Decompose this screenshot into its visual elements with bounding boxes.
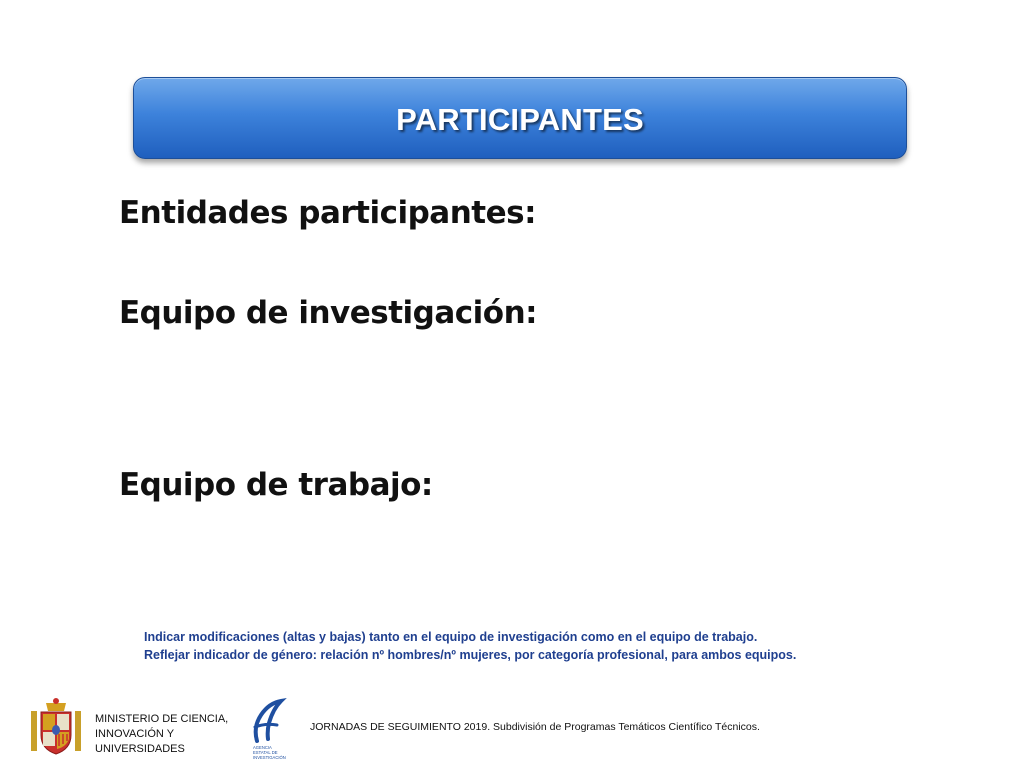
note-line-1: Indicar modificaciones (altas y bajas) tanto en el equipo de investigación como en el equipo de trabajo. (144, 630, 758, 644)
ministry-name: MINISTERIO DE CIENCIA, INNOVACIÓN Y UNIVERSIDADES (95, 713, 229, 755)
svg-text:ESTATAL DE: ESTATAL DE (253, 750, 278, 755)
footer-caption: JORNADAS DE SEGUIMIENTO 2019. Subdivisión de Programas Temáticos Científico Técnicos. (310, 721, 760, 733)
note-line-2: Reflejar indicador de género: relación nº hombres/nº mujeres, por categoría profesional, para ambos equipos. (144, 648, 797, 662)
page-title: PARTICIPANTES (396, 102, 644, 137)
instructions-note (144, 628, 796, 664)
section-heading-equipo-investigacion: Equipo de investigación: (119, 295, 538, 331)
svg-text:AGENCIA: AGENCIA (253, 745, 272, 750)
title-banner (133, 77, 907, 159)
svg-text:INVESTIGACIÓN: INVESTIGACIÓN (253, 755, 286, 760)
agency-logo-icon (247, 697, 289, 765)
section-heading-equipo-trabajo: Equipo de trabajo: (119, 467, 433, 503)
section-heading-entidades: Entidades participantes: (119, 195, 536, 231)
coat-of-arms-icon (28, 697, 84, 757)
